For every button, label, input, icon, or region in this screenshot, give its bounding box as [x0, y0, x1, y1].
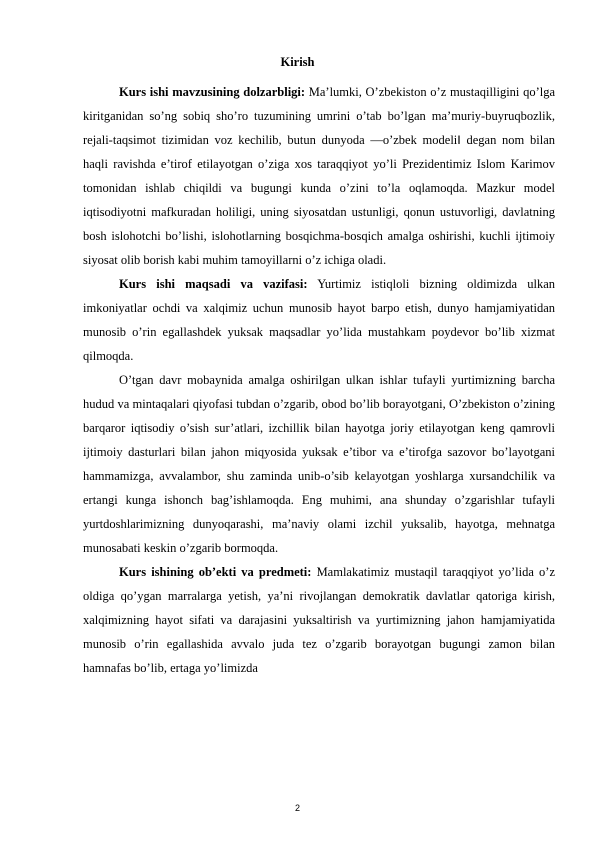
page-title: Kirish [280, 55, 315, 69]
page-number: 2 [294, 803, 300, 813]
paragraph-goal [83, 272, 555, 368]
paragraph-heading: Kurs ishining ob’ekti va predmeti: [119, 565, 312, 579]
paragraph-text: Ma’lumki, O’zbekiston o’z mustaqilligini qo’lga kiritganidan so’ng sobiq sho’ro tuzumining umrini o’tab bo’lgan ma’muriy-buyruqbozlik, rejali-taqsimot tizimidan voz kechilib, butun dunyoda ―o’zbek modeli‖ degan nom bilan haqli ravishda e’tirof etilayotgan o’ziga xos taraqqiyot yo’li Prezidentimiz Islom Karimov tomonidan ishlab chiqildi va bugungi kunda o’zini to’la oqlamoqda. Mazkur model iqtisodiyotni mafkuradan holiligi, uning siyosatdan ustunligi, qonun ustuvorligi, davlatning bosh islohotchi bo’lishi, islohotlarning bosqichma-bosqich amalga oshirishi, kuchli ijtimoiy siyosat olib borish kabi muhim tamoyillarni o’z ichiga oladi. [83, 85, 555, 267]
document-body [83, 80, 555, 680]
paragraph-heading: Kurs ishi maqsadi va vazifasi: [119, 277, 308, 291]
paragraph-text: Yurtimiz istiqloli bizning oldimizda ulkan imkoniyatlar ochdi va xalqimiz uchun munosib hayot barpo etish, dunyo hamjamiyatidan munosib o’rin egallashdek yuksak maqsadlar yo’lida mustahkam poydevor bo’lib xizmat qilmoqda. [83, 277, 555, 363]
paragraph-relevance [83, 80, 555, 272]
paragraph-heading: Kurs ishi mavzusining dolzarbligi: [119, 85, 306, 99]
paragraph-text: Mamlakatimiz mustaqil taraqqiyot yo’lida o’z oldiga qo’ygan marralarga yetish, ya’ni rivojlangan demokratik davlatlar qatoriga kirish, xalqimizning hayot sifati va darajasini yuksaltirish va yurtimizning jahon hamjamiyatida munosib o’rin egallashida avvalo juda tez o’zgarib borayotgan bugungi zamon bilan hamnafas bo’lib, ertaga yo’limizda [83, 565, 555, 675]
paragraph-text: O’tgan davr mobaynida amalga oshirilgan ulkan ishlar tufayli yurtimizning barcha hudud va mintaqalari qiyofasi tubdan o’zgarib, obod bo’lib borayotgani, O’zbekiston o’zining barqaror iqtisodiy o’sish sur’atlari, izchillik bilan hayotga joriy etilayotgan keng qamrovli ijtimoiy dasturlari bilan jahon miqyosida yuksak e’tibor va e’tirofga sazovor bo’layotgani hammamizga, avvalambor, shu zaminda unib-o’sib kelayotgan yoshlarga xursandchilik va ertangi kunga ishonch bag’ishlamoqda. Eng muhimi, ana shunday o’zgarishlar tufayli yurtdoshlarimizning dunyoqarashi, ma’naviy olami izchil yuksalib, hayotga, mehnatga munosabati keskin o’zgarib bormoqda. [83, 373, 555, 555]
paragraph-progress [83, 368, 555, 560]
paragraph-object [83, 560, 555, 680]
